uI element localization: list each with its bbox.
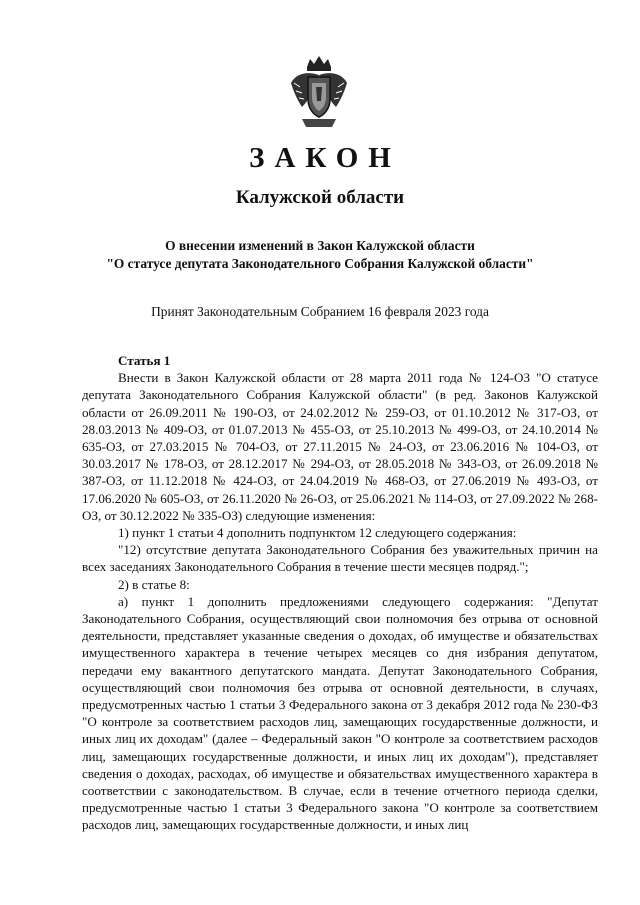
paragraph: "12) отсутствие депутата Законодательного Собрания без уважительных причин на всех заседаниях Законодательного Собрания в течение шести месяцев подряд."; <box>82 542 598 575</box>
law-heading-line2: "О статусе депутата Законодательного Собрания Калужской области" <box>106 256 534 271</box>
law-heading-line1: О внесении изменений в Закон Калужской области <box>165 238 475 253</box>
document-title: ЗАКОН <box>249 142 401 174</box>
paragraph: Внести в Закон Калужской области от 28 марта 2011 года № 124-ОЗ "О статусе депутата Законодательного Собрания Калужской области" (в ред. Законов Калужской области от 26.09.2011 № 190-ОЗ, от 24.02.2012 № 259-ОЗ, от 01.10.2012 № 317-ОЗ, от 28.03.2013 № 409-ОЗ, от 01.07.2013 № 455-ОЗ, от 25.10.2013 № 499-ОЗ, от 24.10.2014 № 635-ОЗ, от 27.03.2015 № 704-ОЗ, от 27.11.2015 № 24-ОЗ, от 23.06.2016 № 104-ОЗ, от 30.03.2017 № 178-ОЗ, от 28.12.2017 № 294-ОЗ, от 28.05.2018 № 343-ОЗ, от 26.09.2018 № 387-ОЗ, от 11.12.2018 № 424-ОЗ, от 24.04.2019 № 468-ОЗ, от 27.06.2019 № 493-ОЗ, от 17.06.2020 № 605-ОЗ, от 26.11.2020 № 26-ОЗ, от 25.06.2021 № 114-ОЗ, от 27.09.2022 № 268-ОЗ, от 30.12.2022 № 335-ОЗ) следующие изменения: <box>82 370 598 523</box>
paragraph: а) пункт 1 дополнить предложениями следующего содержания: "Депутат Законодательного Собрания, осуществляющий свои полномочия без отрыва от основной деятельности, представляет указанные сведения о доходах, об имуществе и обязательствах имущественного характера в течение четырех месяцев со дня избрания депутатом, передачи ему вакантного депутатского мандата. Депутат Законодательного Собрания, осуществляющий свои полномочия без отрыва от основной деятельности, в случаях, предусмотренных частью 1 статьи 3 Федерального закона от 3 декабря 2012 года № 230-ФЗ "О контроле за соответствием расходов лиц, замещающих государственные должности, и иных лиц их доходам" (далее – Федеральный закон "О контроле за соответствием расходов лиц, замещающих государственные должности, и иных лиц их доходам"), представляет сведения о доходах, расходах, об имуществе и обязательствах имущественного характера в соответствии с законодательством. В случае, если в течение отчетного периода сделки, предусмотренные частью 1 статьи 3 Федерального закона "О контроле за соответствием расходов лиц, замещающих государственные должности, и иных лиц <box>82 593 598 833</box>
document-subtitle: Калужской области <box>235 187 405 208</box>
adoption-date: Принят Законодательным Собранием 16 февраля 2023 года <box>151 304 489 319</box>
coat-of-arms-emblem <box>288 53 350 131</box>
document-body <box>82 352 598 834</box>
paragraph: 2) в статье 8: <box>118 576 190 592</box>
law-heading <box>0 237 640 273</box>
paragraph: 1) пункт 1 статьи 4 дополнить подпунктом 12 следующего содержания: <box>118 525 517 541</box>
article-title: Статья 1 <box>118 353 171 368</box>
